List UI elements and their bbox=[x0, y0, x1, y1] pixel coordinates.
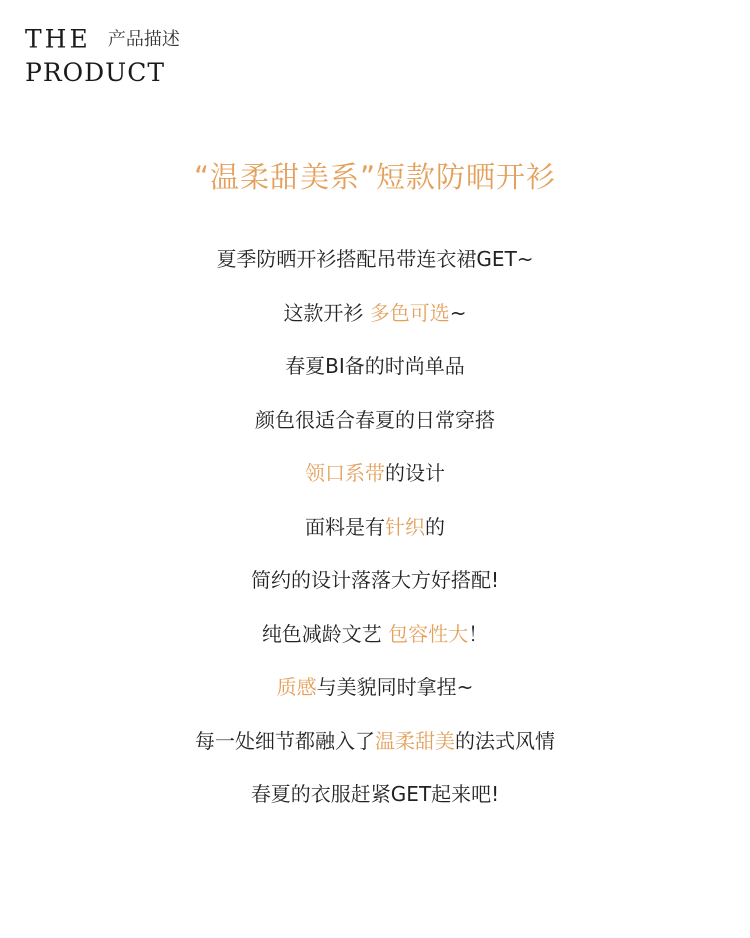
description-line bbox=[0, 608, 750, 662]
description-line bbox=[0, 768, 750, 822]
description-line bbox=[0, 661, 750, 715]
highlight-text: 质感 bbox=[276, 675, 317, 699]
line-text: ~ bbox=[449, 300, 467, 325]
highlight-text: 温柔甜美 bbox=[375, 728, 455, 753]
description-line bbox=[0, 501, 750, 555]
highlight-text: 领口系带 bbox=[305, 461, 385, 485]
product-title: “温柔甜美系”短款防晒开衫 bbox=[193, 160, 557, 194]
description-line bbox=[0, 394, 750, 448]
line-text: 的 bbox=[425, 514, 445, 539]
description-line bbox=[0, 715, 750, 769]
line-text: 与美貌同时拿捏~ bbox=[316, 675, 474, 699]
line-text: 简约的设计落落大方好搭配! bbox=[250, 568, 500, 592]
description-line bbox=[0, 447, 750, 501]
header-cn-label: 产品描述 bbox=[107, 28, 180, 50]
description-line bbox=[0, 287, 750, 341]
header-product: PRODUCT bbox=[25, 58, 166, 87]
line-text: 的法式风情 bbox=[455, 728, 555, 753]
header-line-top bbox=[25, 22, 325, 56]
description-lines bbox=[0, 233, 750, 822]
line-text: 的设计 bbox=[385, 461, 445, 485]
description-line bbox=[0, 554, 750, 608]
header-the: THE bbox=[25, 24, 91, 54]
line-text: 面料是有 bbox=[305, 514, 385, 539]
line-text: 纯色减龄文艺 bbox=[261, 621, 389, 646]
description-line bbox=[0, 340, 750, 394]
line-text: 春夏BI备的时尚单品 bbox=[285, 354, 465, 378]
highlight-text: 包容性大 bbox=[388, 621, 469, 646]
line-text: 夏季防晒开衫搭配吊带连衣裙GET~ bbox=[216, 247, 534, 271]
line-text: 每一处细节都融入了 bbox=[195, 728, 375, 753]
description-line bbox=[0, 233, 750, 287]
highlight-text: 多色可选 bbox=[369, 300, 450, 325]
line-text: 春夏的衣服赶紧GET起来吧! bbox=[250, 782, 500, 806]
section-header bbox=[25, 22, 325, 90]
line-text: 颜色很适合春夏的日常穿搭 bbox=[255, 407, 495, 432]
highlight-text: 针织 bbox=[385, 514, 425, 539]
line-text: 这款开衫 bbox=[283, 300, 370, 325]
line-text: ！ bbox=[468, 621, 489, 646]
